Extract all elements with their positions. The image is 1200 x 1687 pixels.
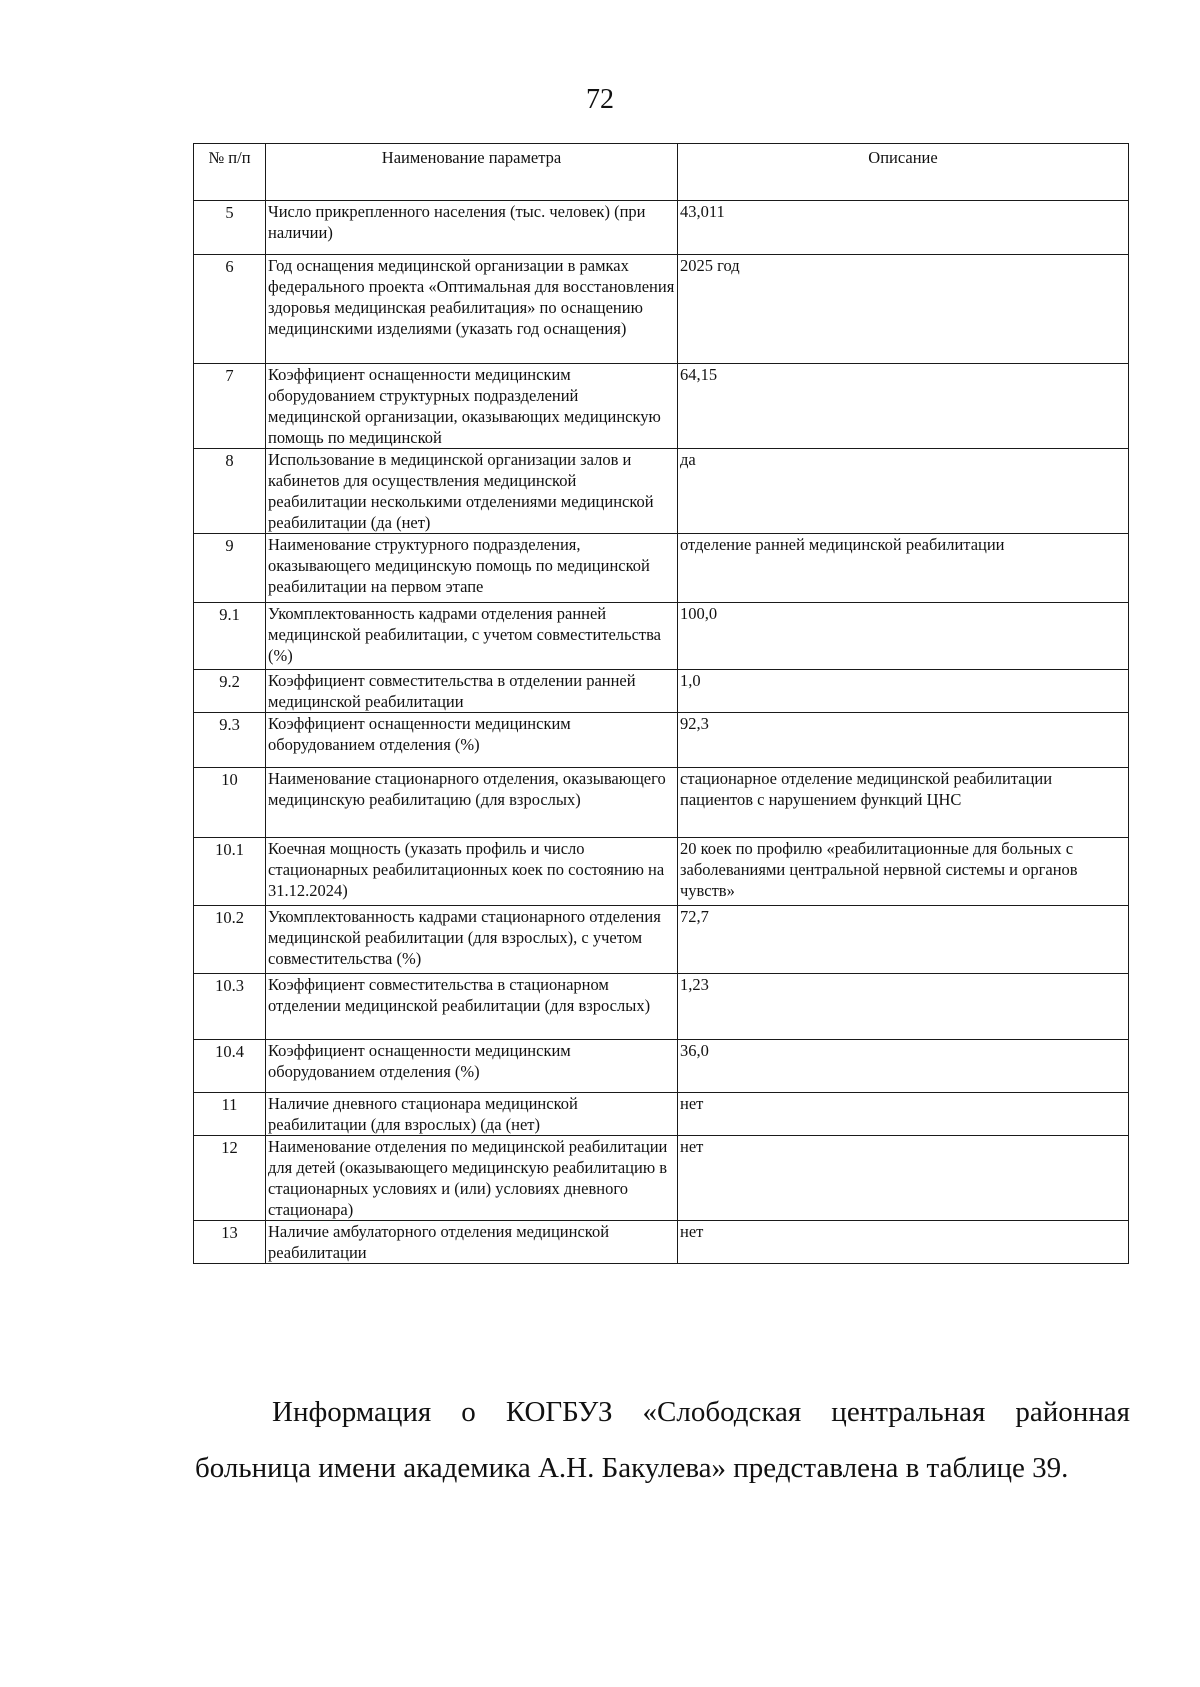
row-parameter-name: Наличие амбулаторного отделения медицинской реабилитации [266, 1221, 678, 1264]
table-row [194, 974, 1129, 1040]
row-parameter-name: Коечная мощность (указать профиль и число стационарных реабилитационных коек по состоянию на 31.12.2024) [266, 838, 678, 906]
row-parameter-name: Коэффициент оснащенности медицинским оборудованием отделения (%) [266, 1040, 678, 1093]
info-paragraph: Информация о КОГБУЗ «Слободская центральная районная больница имени академика А.Н. Бакулева» представлена в таблице 39. [195, 1396, 1130, 1484]
row-number: 11 [194, 1093, 266, 1136]
row-parameter-name: Коэффициент оснащенности медицинским оборудованием структурных подразделений медицинской организации, оказывающих медицинскую помощь по медицинской [266, 364, 678, 449]
table-row [194, 449, 1129, 534]
row-description: 64,15 [678, 364, 1129, 449]
table-header-row [194, 144, 1129, 201]
table-row [194, 1093, 1129, 1136]
row-description: 43,011 [678, 201, 1129, 255]
row-description: 72,7 [678, 906, 1129, 974]
row-description: да [678, 449, 1129, 534]
row-description: 36,0 [678, 1040, 1129, 1093]
parameters-table [193, 143, 1129, 1264]
table-row [194, 906, 1129, 974]
header-description: Описание [678, 144, 1129, 201]
row-number: 9.2 [194, 670, 266, 713]
row-number: 9.3 [194, 713, 266, 768]
row-parameter-name: Укомплектованность кадрами отделения ранней медицинской реабилитации, с учетом совместительства (%) [266, 603, 678, 670]
table-row [194, 1221, 1129, 1264]
row-parameter-name: Наличие дневного стационара медицинской реабилитации (для взрослых) (да (нет) [266, 1093, 678, 1136]
row-description: нет [678, 1221, 1129, 1264]
row-parameter-name: Использование в медицинской организации залов и кабинетов для осуществления медицинской реабилитации несколькими отделениями медицинской реабилитации (да (нет) [266, 449, 678, 534]
row-parameter-name: Коэффициент совместительства в стационарном отделении медицинской реабилитации (для взрослых) [266, 974, 678, 1040]
row-parameter-name: Наименование структурного подразделения, оказывающего медицинскую помощь по медицинской реабилитации на первом этапе [266, 534, 678, 603]
header-parameter-name: Наименование параметра [266, 144, 678, 201]
row-description: 92,3 [678, 713, 1129, 768]
table-body [194, 201, 1129, 1264]
row-number: 5 [194, 201, 266, 255]
table-row [194, 534, 1129, 603]
table-row [194, 1040, 1129, 1093]
row-number: 9 [194, 534, 266, 603]
table-row [194, 670, 1129, 713]
row-parameter-name: Наименование стационарного отделения, оказывающего медицинскую реабилитацию (для взрослых) [266, 768, 678, 838]
row-parameter-name: Год оснащения медицинской организации в рамках федерального проекта «Оптимальная для восстановления здоровья медицинская реабилитация» по оснащению медицинскими изделиями (указать год оснащения) [266, 255, 678, 364]
table-row [194, 1136, 1129, 1221]
row-number: 10.2 [194, 906, 266, 974]
table-row [194, 713, 1129, 768]
row-description: 20 коек по профилю «реабилитационные для больных с заболеваниями центральной нервной системы и органов чувств» [678, 838, 1129, 906]
row-description: 1,0 [678, 670, 1129, 713]
row-number: 8 [194, 449, 266, 534]
table-row [194, 838, 1129, 906]
table-row [194, 768, 1129, 838]
row-number: 10.4 [194, 1040, 266, 1093]
row-parameter-name: Число прикрепленного населения (тыс. человек) (при наличии) [266, 201, 678, 255]
row-number: 7 [194, 364, 266, 449]
row-number: 10.1 [194, 838, 266, 906]
row-description: стационарное отделение медицинской реабилитации пациентов с нарушением функций ЦНС [678, 768, 1129, 838]
row-parameter-name: Наименование отделения по медицинской реабилитации для детей (оказывающего медицинскую реабилитацию в стационарных условиях и (или) условиях дневного стационара) [266, 1136, 678, 1221]
row-number: 10.3 [194, 974, 266, 1040]
row-parameter-name: Коэффициент совместительства в отделении ранней медицинской реабилитации [266, 670, 678, 713]
row-description: нет [678, 1093, 1129, 1136]
row-number: 9.1 [194, 603, 266, 670]
row-number: 6 [194, 255, 266, 364]
header-number: № п/п [194, 144, 266, 201]
table-row [194, 201, 1129, 255]
row-description: 1,23 [678, 974, 1129, 1040]
row-number: 13 [194, 1221, 266, 1264]
table-row [194, 364, 1129, 449]
table-row [194, 603, 1129, 670]
row-parameter-name: Укомплектованность кадрами стационарного отделения медицинской реабилитации (для взрослых), с учетом совместительства (%) [266, 906, 678, 974]
row-description: нет [678, 1136, 1129, 1221]
row-number: 10 [194, 768, 266, 838]
page-number: 72 [586, 84, 614, 115]
row-parameter-name: Коэффициент оснащенности медицинским оборудованием отделения (%) [266, 713, 678, 768]
row-description: 2025 год [678, 255, 1129, 364]
row-description: отделение ранней медицинской реабилитации [678, 534, 1129, 603]
row-number: 12 [194, 1136, 266, 1221]
table-row [194, 255, 1129, 364]
row-description: 100,0 [678, 603, 1129, 670]
